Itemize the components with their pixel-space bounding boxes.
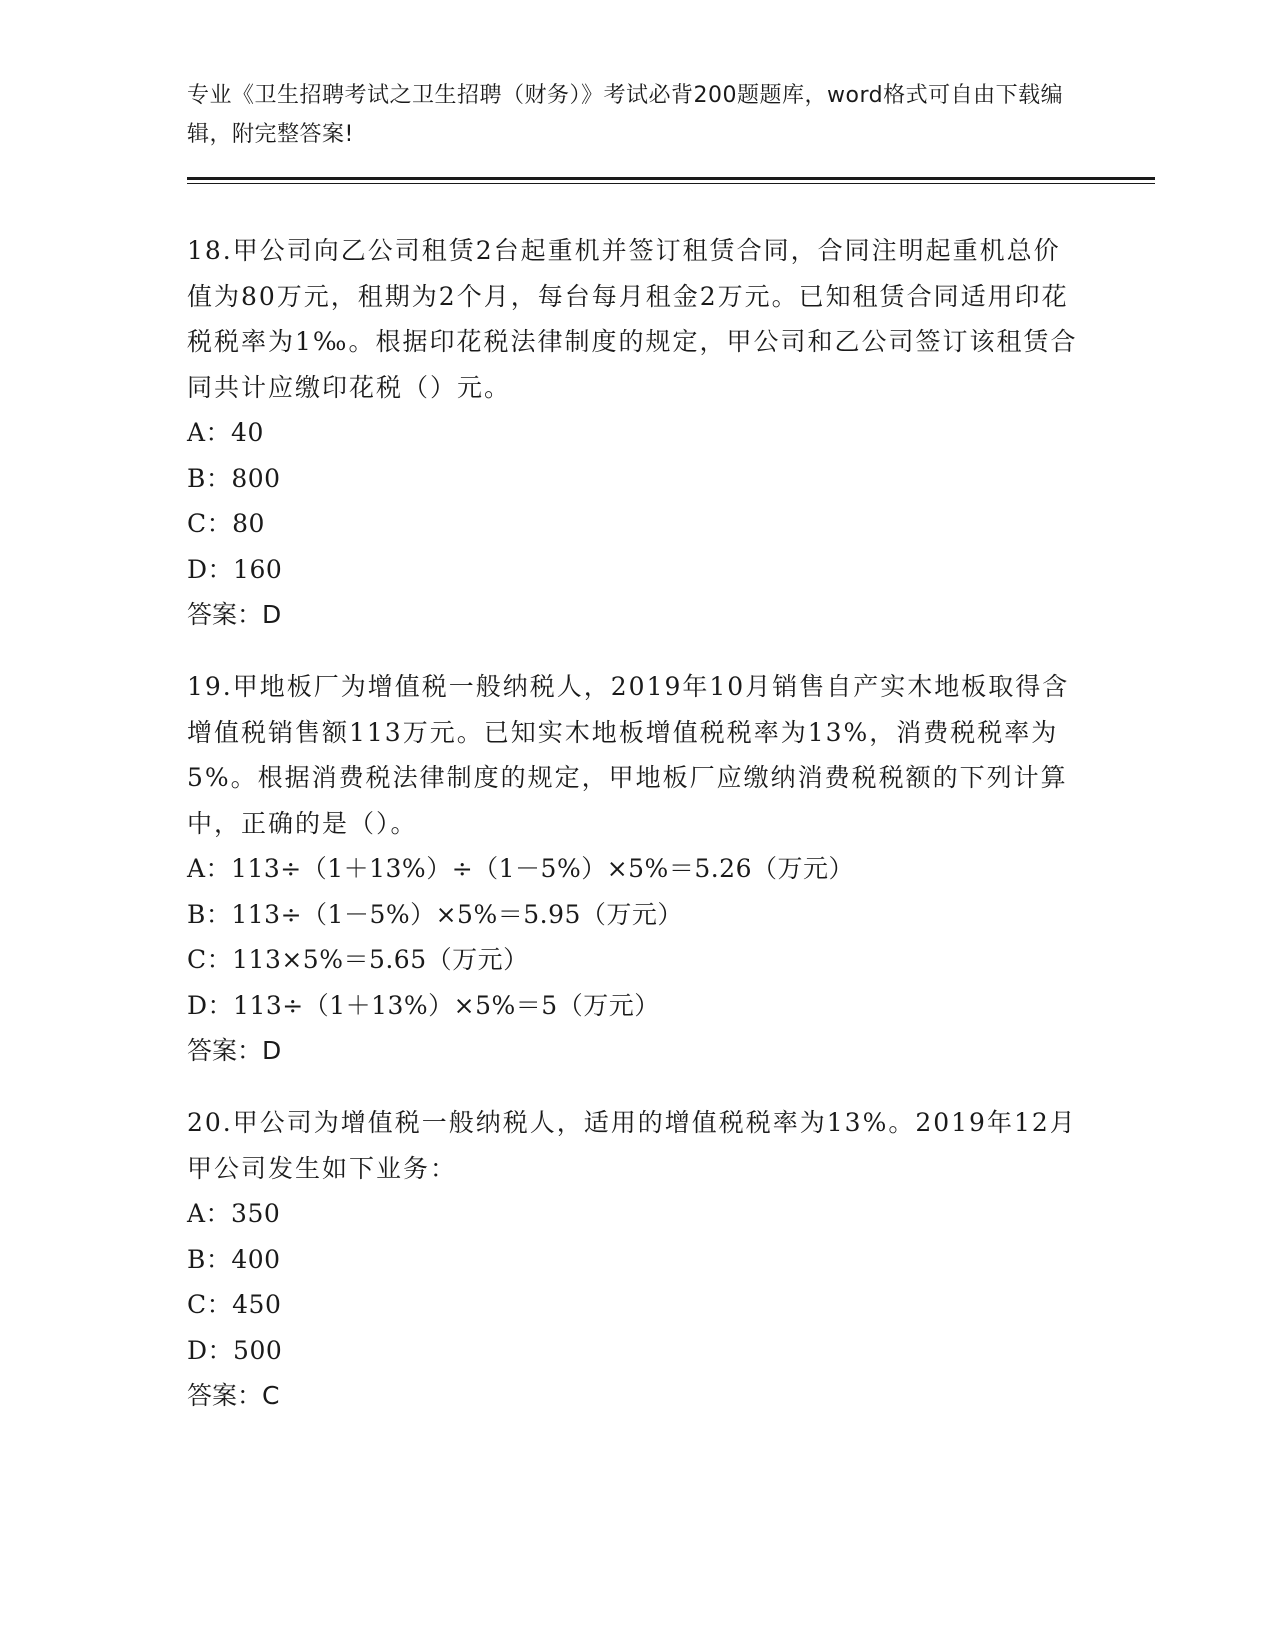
option-b: B：113÷（1－5%）×5%＝5.95（万元） (187, 899, 683, 929)
header-divider-thick (187, 177, 1155, 180)
option-a: A：350 (187, 1199, 281, 1228)
question-stem: 18.甲公司向乙公司租赁2台起重机并签订租赁合同，合同注明起重机总价值为80万元，租期为2个月，每台每月租金2万元。已知租赁合同适用印花税税率为1‰。根据印花税法律制度的规定，甲公司和乙公司签订该租赁合同共计应缴印花税（）元。 (187, 236, 1078, 402)
question-18 (187, 228, 1087, 638)
answer-line: 答案：D (187, 600, 282, 629)
option-c: C：80 (187, 509, 265, 538)
question-20 (187, 1100, 1087, 1419)
option-a: A：113÷（1＋13%）÷（1－5%）×5%＝5.26（万元） (187, 854, 854, 883)
option-d: D：113÷（1＋13%）×5%＝5（万元） (187, 990, 660, 1020)
question-stem: 19.甲地板厂为增值税一般纳税人，2019年10月销售自产实木地板取得含增值税销售额113万元。已知实木地板增值税税率为13%，消费税税率为5%。根据消费税法律制度的规定，甲地板厂应缴纳消费税税额的下列计算中，正确的是（）。 (187, 672, 1070, 838)
document-header: 专业《卫生招聘考试之卫生招聘（财务）》考试必背200题题库，word格式可自由下载编辑，附完整答案! (187, 83, 1064, 147)
question-19 (187, 664, 1087, 1074)
option-d: D：160 (187, 554, 283, 584)
option-c: C：113×5%＝5.65（万元） (187, 945, 529, 974)
option-a: A：40 (187, 418, 264, 447)
answer-line: 答案：D (187, 1036, 282, 1065)
option-b: B：800 (187, 463, 281, 493)
header-divider-thin (187, 183, 1155, 184)
option-b: B：400 (187, 1244, 281, 1274)
question-stem: 20.甲公司为增值税一般纳税人，适用的增值税税率为13%。2019年12月甲公司发生如下业务： (187, 1108, 1077, 1183)
option-d: D：500 (187, 1335, 283, 1365)
answer-line: 答案：C (187, 1381, 280, 1410)
option-c: C：450 (187, 1290, 282, 1319)
